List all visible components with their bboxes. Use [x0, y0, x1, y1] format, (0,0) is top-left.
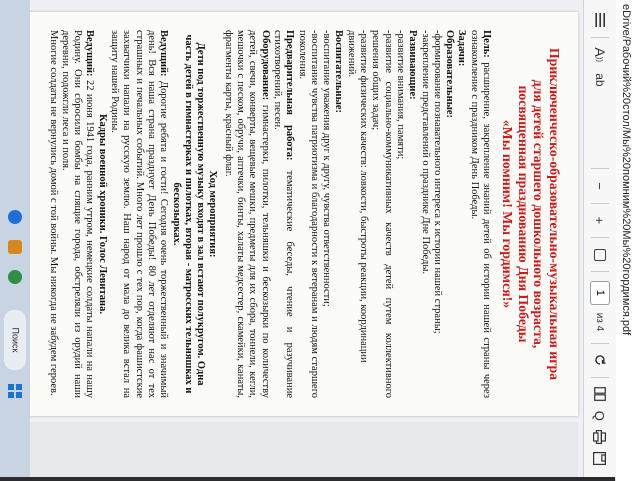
zoom-out-label: − — [592, 182, 608, 190]
windows-start-icon[interactable] — [8, 384, 22, 398]
equipment-text: гимнастерки, пилотки, тельняшки и бескозырки по количеству детей, свечи, конверты, вещевые мешки, предметы для их сбора, тоннели, кегли, мешочки с песком, обручи, аптечки, бинты, халаты медсестер, скамейки, канаты, фрагменты карты, красный флаг. — [222, 30, 271, 398]
title-line-2: для детей старшего дошкольного возраста, — [531, 79, 547, 349]
page-number-input[interactable] — [590, 281, 610, 305]
last-line: Многие солдаты не вернулись домой с той войны. Мы никогда не забудем героев. — [47, 30, 59, 396]
toolbar-divider — [591, 168, 609, 169]
folder-icon[interactable] — [8, 240, 22, 254]
zoom-out-button[interactable] — [588, 175, 612, 196]
save-icon — [594, 452, 607, 465]
search-button[interactable] — [588, 405, 612, 426]
prep-label: Предварительная работа: — [284, 30, 296, 161]
search-label: Q — [592, 410, 608, 421]
contents-icon[interactable] — [588, 10, 612, 31]
lead-text: Дорогие ребята и гости! Сегодня очень торжественный и значимый день! Вся наша страна празднует День Победы! 80 лет отделяют нас от тех страшных и печальных событий. Много лет прошло с тех пор, когда фашистские захватчики напали на русскую землю. Наш народ от мала до велика встал на защиту нашей Родины. — [109, 30, 170, 398]
taskbar — [0, 0, 30, 477]
two-page-icon — [594, 387, 606, 401]
upb-item-2: -воспитание чувства патриотизма и благодарности к ветеранам и людям старшего поколения. — [296, 30, 320, 398]
draw-label: A — [592, 47, 608, 57]
dev-item-2: -развитие социально-коммуникативных качеств детей путем коллективного решения общих задач; — [370, 30, 394, 398]
chronicle-heading: Кадры военной хроники. Голос Левитана. — [96, 114, 108, 314]
edu-heading: Образовательные: — [444, 30, 456, 118]
edu-item-2: -закрепление представлений о празднике Дне Победы. — [419, 30, 431, 275]
address-bar[interactable] — [615, 0, 636, 481]
toolbar-divider — [591, 203, 609, 204]
browser-icon[interactable] — [8, 210, 22, 224]
zoom-in-button[interactable] — [588, 210, 612, 231]
fit-page-button[interactable] — [588, 244, 612, 265]
prep-paragraph — [271, 30, 296, 398]
goal-label: Цель: — [481, 30, 492, 58]
read-aloud-label: ab — [593, 73, 607, 87]
file-path: eDrive/Рабочий%20стол/Мы%20помним%20Мы%20гордимся.pdf — [620, 4, 632, 336]
taskbar-search-box[interactable] — [4, 310, 26, 370]
toolbar-divider — [591, 271, 609, 272]
toolbar-divider — [591, 237, 609, 238]
equipment-label: Оборудование: — [259, 30, 271, 101]
dev-heading: Развивающие: — [407, 30, 419, 100]
tasks-heading: Задачи: — [456, 30, 468, 67]
page-total: из 4 — [594, 312, 606, 332]
rotate-icon — [593, 353, 607, 367]
rotate-button[interactable] — [588, 349, 612, 370]
prep-text: тематические беседы, чтение и разучивание стихотворений, песен. — [271, 30, 296, 398]
fit-page-icon — [594, 249, 606, 261]
dev-item-3: -развитие физических качеств: ловкости, быстроты реакции, координации движений. — [345, 30, 370, 363]
toolbar-divider — [591, 377, 609, 378]
toolbar-divider — [591, 37, 609, 38]
title-line-1: Приключенческо-образовательно-музыкальная игра — [547, 47, 562, 381]
draw-button[interactable]: A )) — [592, 47, 608, 63]
taskbar-search-label: Поиск — [10, 327, 21, 353]
viewer-side-rail — [0, 422, 578, 477]
goal-text: расширение, закрепление знаний детей об истории нашей страны через ознакомление с праздником День Победы. — [468, 30, 492, 398]
entrance-paragraph: Дети под торжественную музыку входят в зал встают полукругом. Одна часть детей в гимнастерках и пилотках, вторая - матросских тельняшках и бескозырках. — [170, 34, 207, 394]
dev-item-1: -развитие внимания, памяти; — [394, 30, 406, 160]
upb-item-1: -воспитание уважения друг к другу, чувства ответственности; — [321, 30, 333, 307]
equipment-paragraph — [221, 30, 270, 398]
upb-heading: Воспитательные: — [333, 30, 345, 113]
lead-label: Ведущий: — [158, 30, 170, 77]
lead2-label: Ведущий: — [84, 30, 96, 77]
lead-paragraph — [108, 30, 169, 398]
two-page-button[interactable] — [588, 384, 612, 405]
pdf-page — [0, 12, 578, 416]
document-title — [500, 30, 562, 398]
title-line-4: «Мы помним! Мы гордимся!» — [500, 119, 516, 309]
zoom-in-label: + — [592, 216, 608, 225]
toolbar-divider — [591, 343, 609, 344]
goal-paragraph — [467, 30, 492, 398]
lead2-text: 22 июня 1941 года, ранним утром, немецкие солдаты напали на нашу Родину. Они сбросили бомбы на спящие города, обстреляли из орудий наши деревни, подожгли леса и поля. — [59, 30, 96, 398]
app-icon[interactable] — [8, 270, 22, 284]
course-heading: Ход мероприятия: — [207, 170, 219, 258]
print-icon — [594, 430, 607, 444]
edu-item-1: -формирование познавательного интереса к истории нашей страны; — [431, 30, 443, 334]
read-aloud-button[interactable] — [588, 65, 612, 94]
print-button[interactable] — [588, 426, 612, 447]
save-button[interactable] — [588, 448, 612, 469]
lead2-paragraph — [59, 30, 96, 398]
pdf-toolbar — [583, 0, 616, 477]
title-line-3: посвященная празднованию Дня Победы — [516, 85, 531, 343]
